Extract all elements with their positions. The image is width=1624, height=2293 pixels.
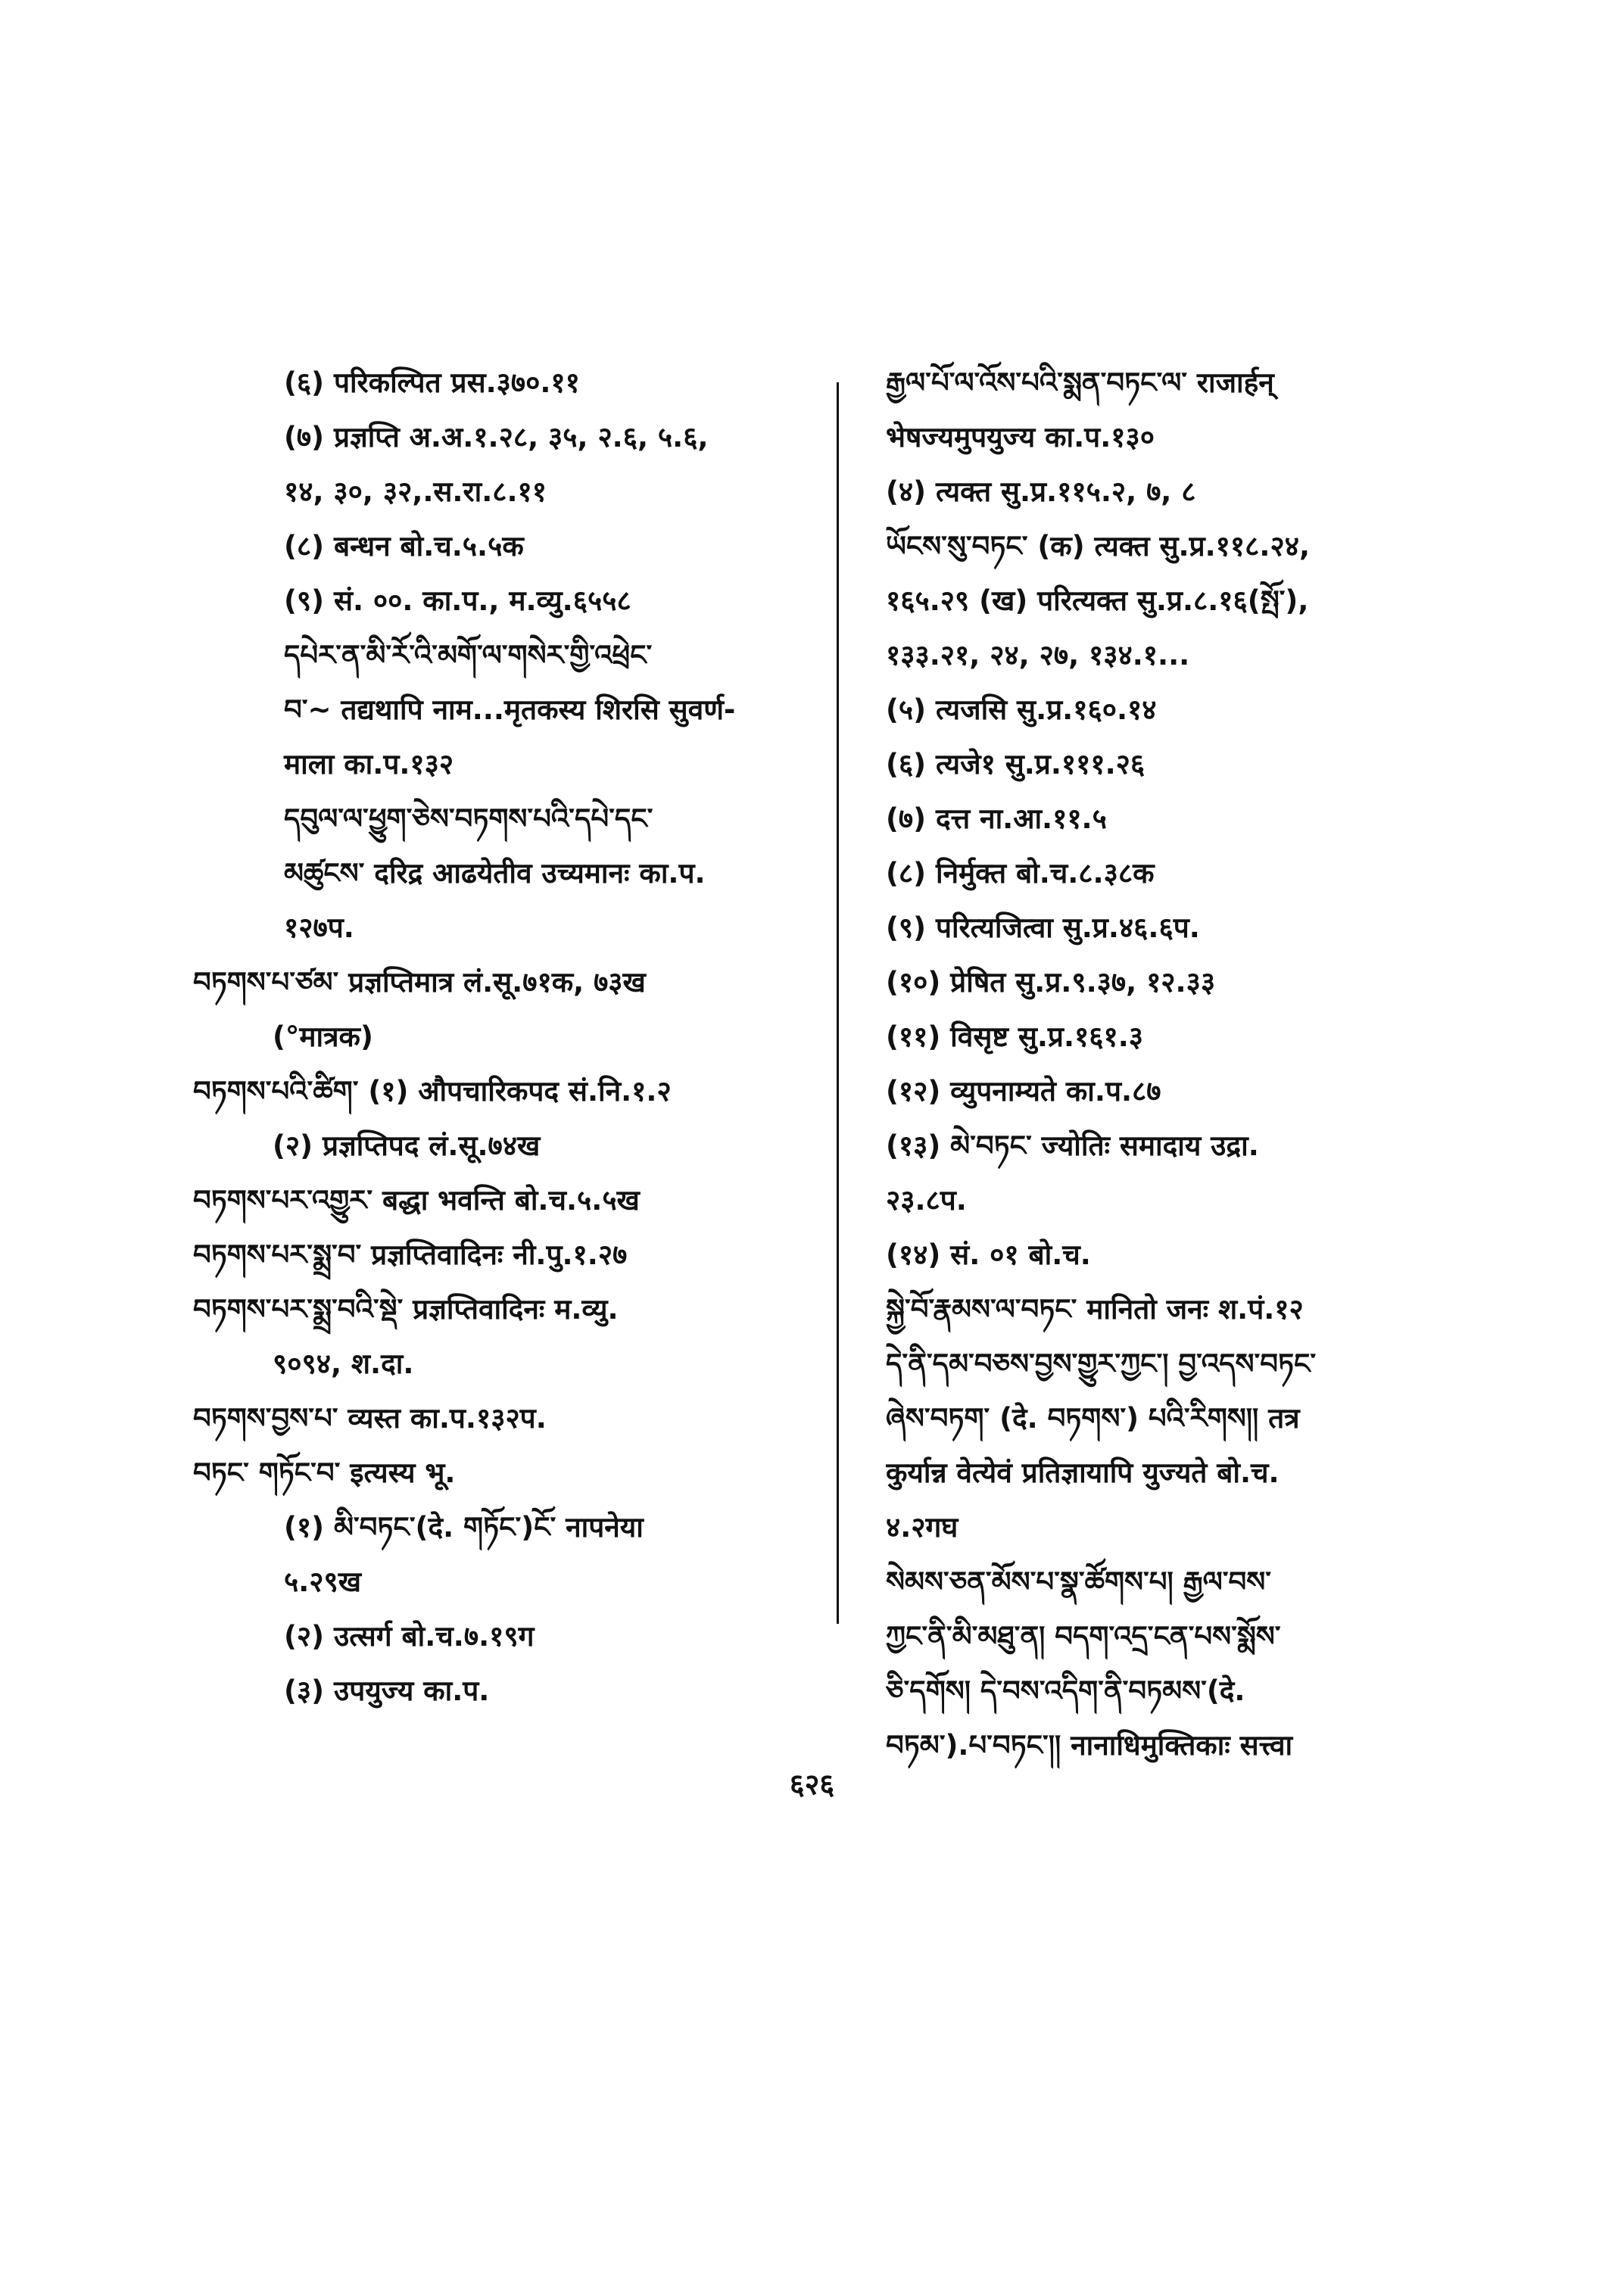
left-entry-line: (९) सं. ००. का.प., म.व्यु.६५५८ [284, 584, 631, 617]
left-column [193, 356, 821, 1718]
right-entry-line: (७) दत्त ना.आ.११.५ [886, 802, 1107, 835]
page-number: ६२६ [789, 1768, 835, 1801]
left-entry-line: བཏགས་པའི་ཚིག་ (१) औपचारिकपद सं.नि.१.२ [193, 1075, 672, 1108]
right-entry-line: (१३) མེ་བཏང་ ज्योतिः समादाय उद्रा. [886, 1129, 1259, 1162]
right-entry-line: कुर्यान्न वेत्येवं प्रतिज्ञायापि युज्यते बो.च. [886, 1456, 1280, 1489]
right-entry-line: དེ་ནི་དམ་བཅས་བྱས་གྱུར་ཀྱང་། བྱ་འདས་བཏང་ [886, 1347, 1317, 1380]
left-entry-line: १४, ३०, ३२,.स.रा.८.११ [284, 475, 547, 508]
right-entry-line: ཀྱང་ནི་མི་མཐུ་ན། བདག་འདྲ་ངན་པས་སྨོས་ [886, 1620, 1281, 1653]
right-entry-line: (११) विसृष्ट सु.प्र.१६१.३ [886, 1020, 1144, 1053]
left-entry-line: དབུལ་ལ་ཕྱུག་ཅེས་བཏགས་པའི་དཔེ་དང་ [284, 802, 653, 835]
left-entry-line: བཏགས་པར་སྨྲ་བའི་སྡེ་ प्रज्ञप्तिवादिनः म.व्यु. [193, 1293, 619, 1326]
right-entry-line: भेषज्यमुपयुज्य का.प.१३० [886, 421, 1155, 453]
left-entry-line: བཏང་ གཏོང་བ་ इत्यस्य भू. [193, 1456, 456, 1489]
right-entry-line: २३.८प. [886, 1184, 967, 1217]
right-entry-line: १६५.२९ (ख) परित्यक्त सु.प्र.८.१६(སྤོ་), [886, 584, 1309, 617]
left-entry-line: (२) प्रज्ञप्तिपद लं.सू.७४ख [273, 1129, 541, 1162]
left-entry-line: བཏགས་པར་སྨྲ་བ་ प्रज्ञप्तिवादिनः नी.पु.१.२७ [193, 1238, 628, 1271]
right-entry-line: རྒྱལ་པོ་ལ་འོས་པའི་སྨན་བཏང་ལ་ राजार्हन् [886, 366, 1274, 399]
left-entry-line: (°मात्रक) [273, 1020, 373, 1053]
left-entry-line: (२) उत्सर्ग बो.च.७.१९ग [284, 1620, 535, 1653]
left-entry-line: (१) མི་བཏང་(दे. གཏོང་)ངོ་ नापनेया [284, 1511, 644, 1544]
left-entry-line: ५.२९ख [284, 1566, 362, 1598]
right-entry-line: (६) त्यजे१ सु.प्र.१११.२६ [886, 748, 1146, 780]
right-entry-line: (१४) सं. ०१ बो.च. [886, 1238, 1091, 1271]
right-entry-line: ४.२गघ [886, 1511, 959, 1544]
left-entry-line: བཏགས་བྱས་པ་ व्यस्त का.प.१३२प. [193, 1402, 547, 1435]
right-entry-line: (८) निर्मुक्त बो.च.८.३८क [886, 857, 1155, 889]
left-entry-line: བཏགས་པ་ཙམ་ प्रज्ञप्तिमात्र लं.सू.७१क, ७३ख [193, 966, 646, 999]
left-entry-line: (६) परिकल्पित प्रस.३७०.११ [284, 366, 580, 399]
left-entry-line: माला का.प.१३२ [284, 748, 454, 780]
left-entry-line: བཏགས་པར་འགྱུར་ बद्धा भवन्ति बो.च.५.५ख [193, 1184, 640, 1217]
right-entry-line: སྐྱེ་བོ་རྣམས་ལ་བཏང་ मानितो जनः श.पं.१२ [886, 1293, 1304, 1326]
left-entry-line: བ་~ तद्यथापि नाम...मृतकस्य शिरसि सुवर्ण- [284, 693, 736, 726]
right-entry-line: སེམས་ཅན་མོས་པ་སྣ་ཚོགས་པ། རྒྱལ་བས་ [886, 1566, 1271, 1598]
right-entry-line: (१२) व्युपनाम्यते का.प.८७ [886, 1075, 1161, 1108]
left-entry-line: (७) प्रज्ञप्ति अ.अ.१.२८, ३५, २.६, ५.६, [284, 421, 709, 453]
right-entry-line: (१०) प्रेषित सु.प्र.९.३७, १२.३३ [886, 966, 1216, 999]
left-entry-line: (८) बन्धन बो.च.५.५क [284, 530, 524, 562]
left-entry-line: མཚུངས་ दरिद्र आढयेतीव उच्यमानः का.प. [284, 857, 706, 889]
right-entry-line: (४) त्यक्त सु.प्र.११५.२, ७, ८ [886, 475, 1196, 508]
left-entry-line: དཔེར་ན་མི་རོ་འི་མགོ་ལ་གསེར་གྱི་འཕྲེང་ [284, 639, 653, 671]
right-entry-line: བཏམ་).པ་བཏང་།། नानाधिमुक्तिकाः सत्त्वा [886, 1729, 1293, 1762]
right-entry-line: ཅི་དགོས། དེ་བས་འདིག་ནི་བཏམས་(दे. [886, 1675, 1245, 1707]
left-entry-line: १२७प. [284, 911, 354, 944]
right-column [886, 356, 1461, 1773]
right-entry-line: (९) परित्यजित्वा सु.प्र.४६.६प. [886, 911, 1200, 944]
right-entry-line: (५) त्यजसि सु.प्र.१६०.१४ [886, 693, 1157, 726]
left-entry-line: ९०९४, श.दा. [273, 1347, 414, 1380]
column-divider [837, 382, 839, 1624]
right-entry-line: १३३.२१, २४, २७, १३४.१... [886, 639, 1190, 671]
left-entry-line: (३) उपयुज्य का.प. [284, 1675, 490, 1707]
right-entry-line: ཞེས་བཏག་ (दे. བཏགས་) པའི་རིགས།། तत्र [886, 1402, 1300, 1435]
right-entry-line: ཡོངས་སུ་བཏང་ (क) त्यक्त सु.प्र.११८.२४, [886, 530, 1310, 562]
